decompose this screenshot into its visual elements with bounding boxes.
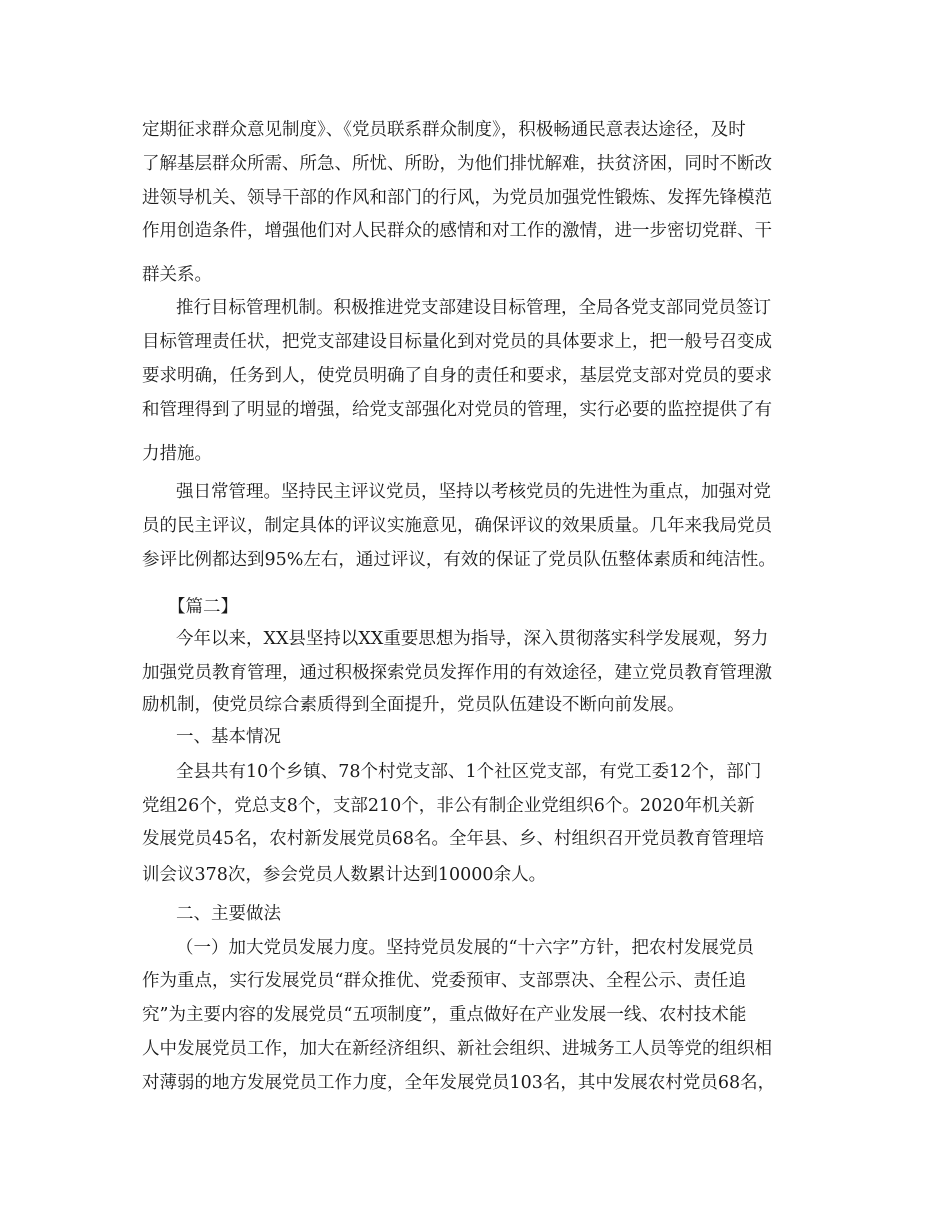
text-line: 训会议378次，参会党员人数累计达到10000余人。 — [142, 865, 547, 885]
text-line: 究”为主要内容的发展党员“五项制度”，重点做好在产业发展一线、农村技术能 — [142, 1005, 747, 1025]
text-line: 作为重点，实行发展党员“群众推优、党委预审、支部票决、全程公示、责任追 — [142, 971, 746, 991]
text-line: 目标管理责任状，把党支部建设目标量化到对党员的具体要求上，把一般号召变成 — [142, 332, 772, 352]
paragraph-start-line: （一）加大党员发展力度。坚持党员发展的“十六字”方针，把农村发展党员 — [176, 938, 754, 958]
text-line: 力措施。 — [142, 444, 212, 464]
text-line: 加强党员教育管理，通过积极探索党员发挥作用的有效途径，建立党员教育管理激 — [142, 663, 772, 683]
text-line: 参评比例都达到95%左右，通过评议，有效的保证了党员队伍整体素质和纯洁性。 — [142, 550, 776, 570]
text-line: 人中发展党员工作，加大在新经济组织、新社会组织、进城务工人员等党的组织相 — [142, 1039, 772, 1059]
text-line: 党组26个，党总支8个，支部210个，非公有制企业党组织6个。2020年机关新 — [142, 796, 755, 816]
subheading: 一、基本情况 — [176, 727, 281, 747]
paragraph-start-line: 强日常管理。坚持民主评议党员，坚持以考核党员的先进性为重点，加强对党 — [176, 482, 771, 502]
paragraph-start-line: 全县共有10个乡镇、78个村党支部、1个社区党支部，有党工委12个，部门 — [176, 762, 762, 782]
paragraph-start-line: 今年以来，XX县坚持以XX重要思想为指导，深入贯彻落实科学发展观，努力 — [176, 629, 769, 649]
text-line: 对薄弱的地方发展党员工作力度，全年发展党员103名，其中发展农村党员68名， — [142, 1073, 776, 1093]
text-line: 励机制，使党员综合素质得到全面提升，党员队伍建设不断向前发展。 — [142, 695, 685, 715]
subheading: 二、主要做法 — [176, 904, 281, 924]
section-heading: 【篇二】 — [168, 597, 238, 617]
text-line — [142, 1101, 832, 1135]
text-line: 进领导机关、领导干部的作风和部门的行风，为党员加强党性锻炼、发挥先锋模范 — [142, 188, 772, 208]
text-line: 要求明确，任务到人，使党员明确了自身的责任和要求，基层党支部对党员的要求 — [142, 366, 772, 386]
text-line: 和管理得到了明显的增强，给党支部强化对党员的管理，实行必要的监控提供了有 — [142, 400, 772, 420]
text-line: 定期征求群众意见制度》、《党员联系群众制度》，积极畅通民意表达途径，及时 — [142, 120, 746, 140]
text-line: 群关系。 — [142, 265, 212, 285]
text-line: 作用创造条件，增强他们对人民群众的感情和对工作的激情，进一步密切党群、干 — [142, 221, 772, 241]
text-line: 员的民主评议，制定具体的评议实施意见，确保评议的效果质量。几年来我局党员 — [142, 516, 772, 536]
text-line: 了解基层群众所需、所急、所忧、所盼，为他们排忧解难，扶贫济困，同时不断改 — [142, 154, 772, 174]
text-line: 发展党员45名，农村新发展党员68名。全年县、乡、村组织召开党员教育管理培 — [142, 829, 765, 849]
paragraph-start-line: 推行目标管理机制。积极推进党支部建设目标管理，全局各党支部同党员签订 — [176, 298, 771, 318]
